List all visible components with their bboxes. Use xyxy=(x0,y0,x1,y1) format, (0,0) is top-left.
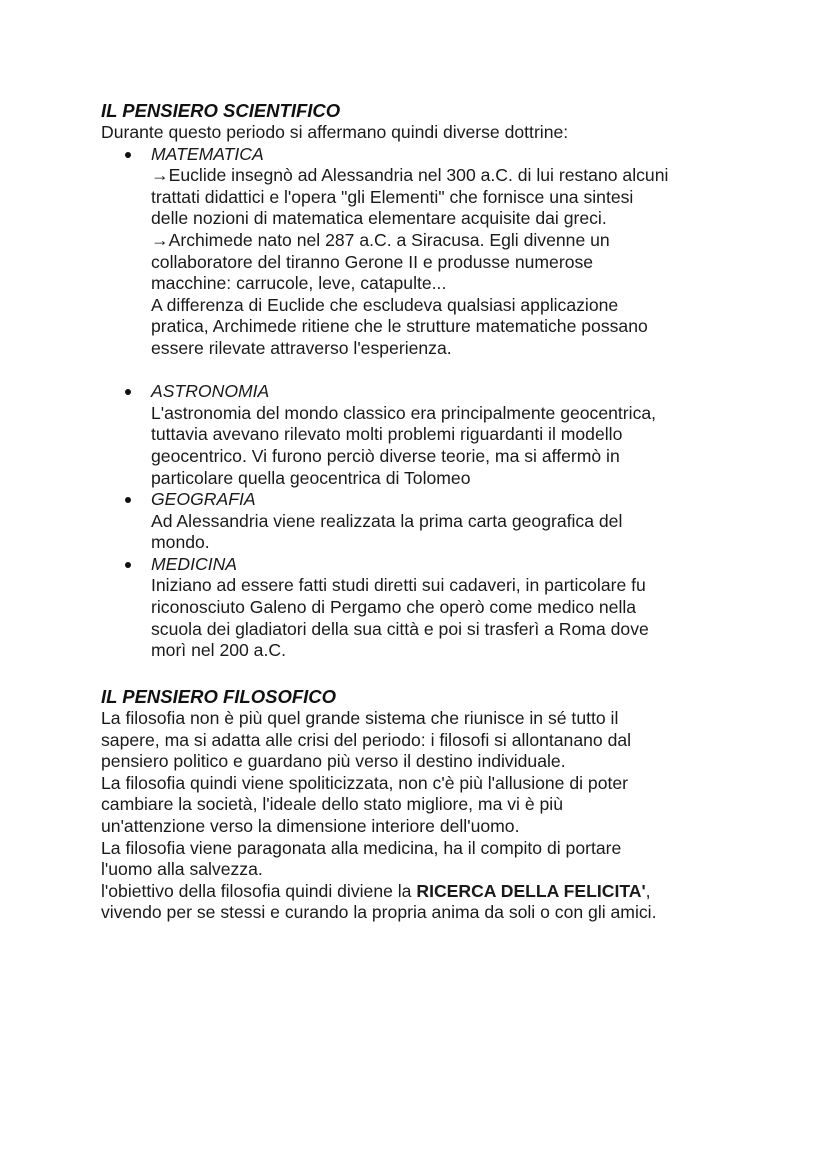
topic-line: collaboratore del tiranno Gerone II e produsse numerose xyxy=(151,251,594,272)
topic-line: delle nozioni di matematica elementare acquisite dai greci. xyxy=(151,208,607,229)
text: l'obiettivo della filosofia quindi diviene la xyxy=(101,880,417,901)
topic-item xyxy=(101,144,781,360)
topic-line: Ad Alessandria viene realizzata la prima carta geografica del xyxy=(151,510,623,531)
topic-title: MATEMATICA xyxy=(151,143,264,164)
topic-title: MEDICINA xyxy=(151,553,238,574)
topic-line: →Euclide insegnò ad Alessandria nel 300 a.C. di lui restano alcuni xyxy=(151,165,669,186)
paragraph-line: La filosofia quindi viene spoliticizzata, non c'è più l'allusione di poter xyxy=(101,772,629,793)
topic-line: →Archimede nato nel 287 a.C. a Siracusa. Egli divenne un xyxy=(151,229,610,250)
paragraph-line: La filosofia non è più quel grande sistema che riunisce in sé tutto il xyxy=(101,708,619,728)
topic-line: tuttavia avevano rilevato molti problemi riguardanti il modello xyxy=(151,424,623,445)
topic-list xyxy=(101,144,781,662)
topic-line: trattati didattici e l'opera "gli Elementi" che fornisce una sintesi xyxy=(151,186,634,207)
topic-title: ASTRONOMIA xyxy=(151,381,270,402)
topic-line: geocentrico. Vi furono perciò diverse teorie, ma si affermò in xyxy=(151,445,620,466)
topic-line: mondo. xyxy=(151,532,210,553)
topic-item xyxy=(101,554,781,662)
topic-item xyxy=(101,489,781,554)
bullet-icon xyxy=(125,152,131,158)
section-scientific xyxy=(101,100,781,662)
topic-line: Iniziano ad essere fatti studi diretti sui cadaveri, in particolare fu xyxy=(151,575,646,596)
bullet-icon xyxy=(125,562,131,568)
emphasis-text: RICERCA DELLA FELICITA' xyxy=(416,880,646,901)
topic-line: scuola dei gladiatori della sua città e poi si trasferì a Roma dove xyxy=(151,618,649,639)
paragraph-line xyxy=(101,881,781,903)
paragraph-line: cambiare la società, l'ideale dello stato migliore, ma vi è più xyxy=(101,794,563,815)
topic-line: A differenza di Euclide che escludeva qualsiasi applicazione xyxy=(151,294,619,315)
paragraph-line: vivendo per se stessi e curando la propria anima da soli o con gli amici. xyxy=(101,902,657,923)
section-philosophical xyxy=(101,686,781,924)
paragraph-line: pensiero politico e guardano più verso il destino individuale. xyxy=(101,751,566,772)
bullet-icon xyxy=(125,497,131,503)
topic-line: macchine: carrucole, leve, catapulte... xyxy=(151,273,447,294)
section-body xyxy=(101,708,781,881)
paragraph-line: l'uomo alla salvezza. xyxy=(101,859,263,880)
section-title: IL PENSIERO FILOSOFICO xyxy=(101,686,337,707)
topic-line: morì nel 200 a.C. xyxy=(151,640,286,661)
paragraph-line: sapere, ma si adatta alle crisi del periodo: i filosofi si allontanano dal xyxy=(101,729,632,750)
topic-title: GEOGRAFIA xyxy=(151,489,256,510)
topic-line: L'astronomia del mondo classico era principalmente geocentrica, xyxy=(151,402,657,423)
paragraph-line: La filosofia viene paragonata alla medicina, ha il compito di portare xyxy=(101,837,622,858)
topic-item xyxy=(101,381,781,489)
topic-line: particolare quella geocentrica di Tolomeo xyxy=(151,467,471,488)
topic-line: essere rilevate attraverso l'esperienza. xyxy=(151,337,452,358)
spacer xyxy=(101,360,781,382)
section-intro: Durante questo periodo si affermano quindi diverse dottrine: xyxy=(101,122,569,142)
bullet-icon xyxy=(125,389,131,395)
topic-line: pratica, Archimede ritiene che le strutture matematiche possano xyxy=(151,316,648,337)
section-title: IL PENSIERO SCIENTIFICO xyxy=(101,100,341,121)
paragraph-line: un'attenzione verso la dimensione interiore dell'uomo. xyxy=(101,815,520,836)
text: , xyxy=(645,880,651,901)
topic-line: riconosciuto Galeno di Pergamo che operò come medico nella xyxy=(151,597,637,618)
